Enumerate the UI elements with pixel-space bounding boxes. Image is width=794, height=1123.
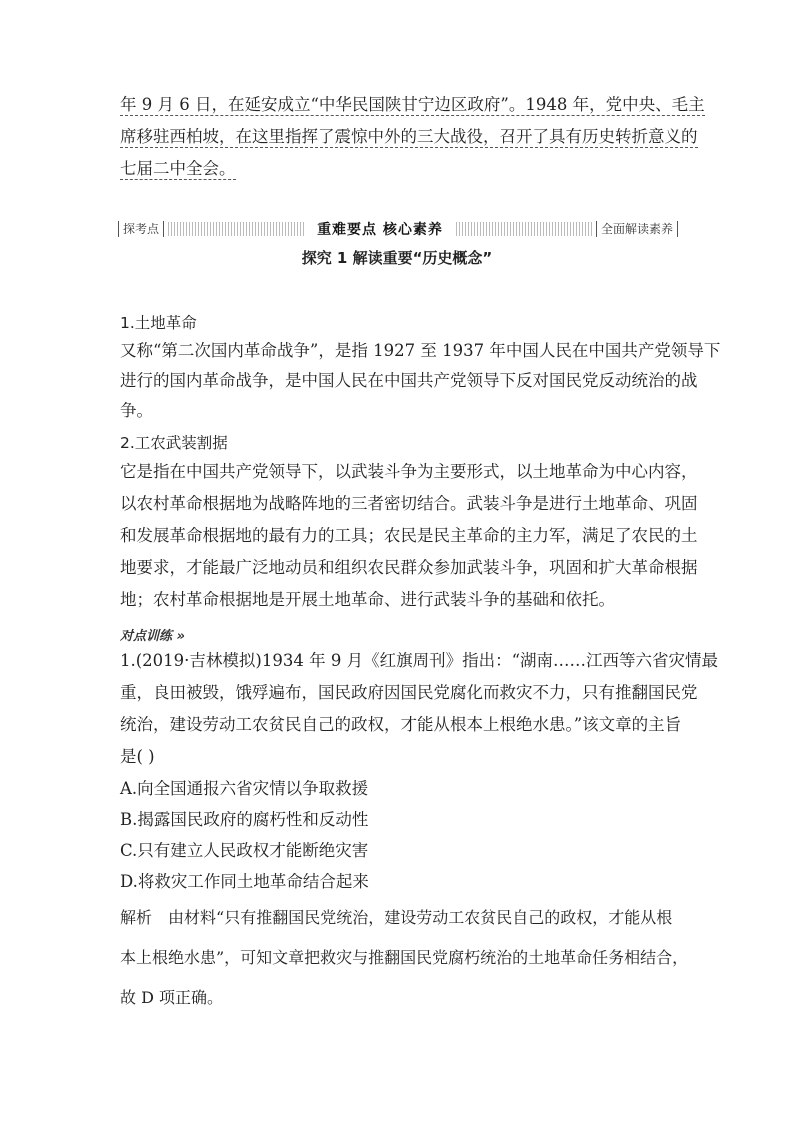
banner-title: 重难要点 核心素养 <box>305 219 455 239</box>
concept-heading: 1.土地革命 <box>120 314 197 332</box>
question-line: 重，良田被毁，饿殍遍布，国民政府因国民党腐化而救灾不力，只有推翻国民党 <box>120 683 698 702</box>
concept-text-line: 进行的国内革命战争，是中国人民在中国共产党领导下反对国民党反动统治的战 <box>120 371 698 390</box>
banner-left-tag: 探考点 <box>118 221 164 237</box>
section-title: 探究 1 解读重要“历史概念” <box>301 249 493 267</box>
concept-text-line: 又称“第二次国内革命战争”，是指 1927 至 1937 年中国人民在中国共产党领导下 <box>120 341 721 360</box>
concept-text-line: 它是指在中国共产党领导下，以武装斗争为主要形式，以土地革命为中心内容， <box>120 462 698 481</box>
concept-text-line: 以农村革命根据地为战略阵地的三者密切结合。武装斗争是进行土地革命、巩固 <box>120 494 698 513</box>
section-banner <box>118 219 678 239</box>
intro-line: 七届二中全会。 <box>120 159 236 178</box>
intro-line: 年 9 月 6 日，在延安成立“中华民国陕甘宁边区政府”。1948 年，党中央、毛主 <box>120 95 705 114</box>
concept-text-line: 争。 <box>120 401 153 420</box>
concept-text-line: 地；农村革命根据地是开展土地革命、进行武装斗争的基础和依托。 <box>120 590 615 609</box>
practice-label: 对点训练 » <box>120 629 185 644</box>
analysis-line <box>120 904 680 932</box>
answer-option-d: D.将救灾工作同土地革命结合起来 <box>120 872 369 891</box>
answer-option-b: B.揭露国民政府的腐朽性和反动性 <box>120 810 369 829</box>
banner-right-tag: 全面解读素养 <box>596 221 678 237</box>
analysis-text: 由材料“只有推翻国民党统治，建设劳动工农贫民自己的政权，才能从根 <box>168 908 673 927</box>
answer-option-a: A.向全国通报六省灾情以争取救援 <box>120 779 369 798</box>
question-line: 是( ) <box>120 747 155 766</box>
analysis-label: 解析 <box>120 908 153 927</box>
concept-text-line: 地要求，才能最广泛地动员和组织农民群众参加武装斗争，巩固和扩大革命根据 <box>120 558 698 577</box>
question-line: 统治，建设劳动工农贫民自己的政权，才能从根本上根绝水患。”该文章的主旨 <box>120 715 682 734</box>
answer-option-c: C.只有建立人民政权才能断绝灾害 <box>120 841 369 860</box>
question-line: 1.(2019·吉林模拟)1934 年 9 月《红旗周刊》指出：“湖南……江西等六省灾情最 <box>120 651 719 670</box>
concept-text-line: 和发展革命根据地的最有力的工具；农民是民主革命的主力军，满足了农民的土 <box>120 526 698 545</box>
concept-heading: 2.工农武装割据 <box>120 434 228 452</box>
intro-line: 席移驻西柏坡，在这里指挥了震惊中外的三大战役，召开了具有历史转折意义的 <box>120 127 698 146</box>
analysis-line: 故 D 项正确。 <box>120 988 224 1007</box>
analysis-line: 本上根绝水患”，可知文章把救灾与推翻国民党腐朽统治的土地革命任务相结合， <box>120 948 689 967</box>
banner-pattern <box>168 222 592 236</box>
